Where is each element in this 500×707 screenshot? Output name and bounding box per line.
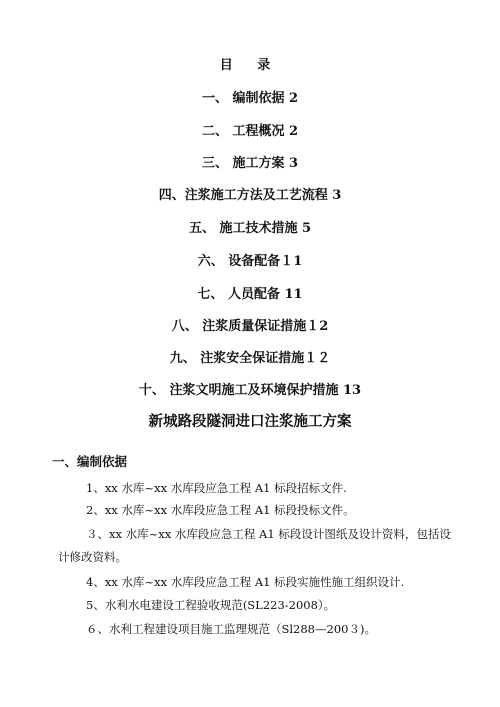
toc-item[interactable]: 二、 工程概况 2: [201, 124, 299, 139]
section-heading: 一、编制依据: [52, 454, 128, 469]
toc-item[interactable]: 四、注浆施工方法及工艺流程 3: [158, 188, 342, 203]
toc-item[interactable]: 一、 编制依据 2: [201, 91, 299, 106]
paragraph: ３、xx 水库~xx 水库段应急工程 A1 标段设计图纸及设计资料，包括设: [86, 527, 451, 541]
toc-item[interactable]: 九、 注浆安全保证措施１２: [169, 351, 331, 366]
paragraph: 5、水利水电建设工程验收规范(SL223-2008）。: [86, 598, 336, 612]
paragraph: ６、水利工程建设项目施工监理规范（Sl288—200３)。: [86, 622, 376, 636]
toc-item[interactable]: 十、 注浆文明施工及环境保护措施 13: [138, 383, 362, 398]
paragraph: 4、xx 水库~xx 水库段应急工程 A1 标段实施性施工组织设计.: [86, 575, 405, 589]
paragraph: 2、xx 水库~xx 水库段应急工程 A1 标段投标文件。: [86, 503, 355, 517]
toc-item[interactable]: 八、 注浆质量保证措施１2: [171, 319, 329, 334]
toc-item[interactable]: 三、 施工方案 3: [201, 156, 299, 171]
toc-item[interactable]: 七、 人员配备 11: [197, 287, 303, 302]
toc-item[interactable]: 五、 施工技术措施 5: [188, 221, 312, 236]
toc-item[interactable]: 六、 设备配备１1: [197, 254, 303, 269]
paragraph: 1、xx 水库~xx 水库段应急工程 A1 标段招标文件.: [86, 481, 347, 495]
document-title: 新城路段隧洞进口注浆施工方案: [148, 413, 352, 430]
paragraph: 计修改资料。: [58, 550, 127, 564]
toc-title: 目 录: [219, 58, 281, 73]
